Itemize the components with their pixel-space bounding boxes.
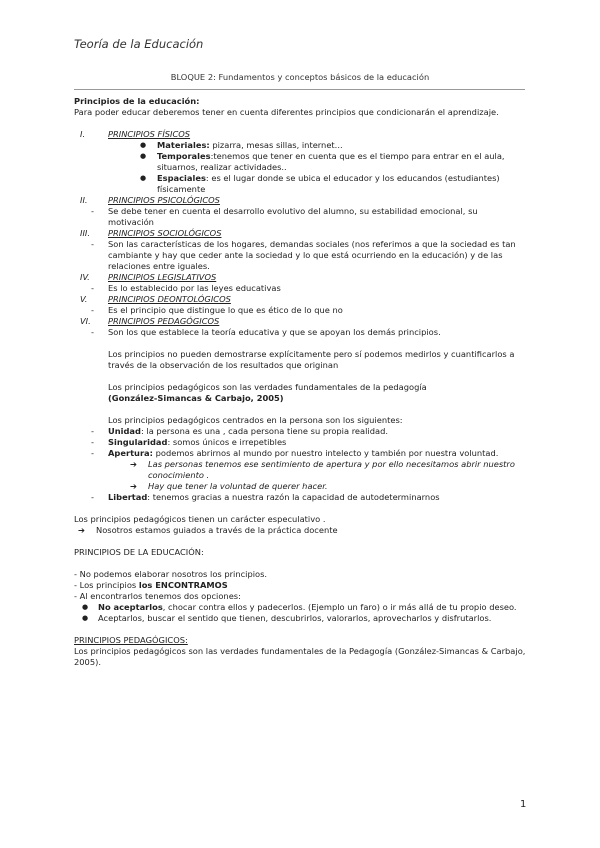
bullet-icon: ●	[82, 614, 89, 622]
citation: (González-Simancas & Carbajo, 2005)	[108, 393, 284, 403]
numeral: II.	[80, 195, 88, 205]
numeral: I.	[80, 129, 86, 139]
paragraph: - Al encontrarlos tenemos dos opciones:	[74, 591, 241, 601]
principle-title: PRINCIPIOS FÍSICOS	[108, 129, 191, 139]
paragraph: Los principios pedagógicos son las verdades fundamentales de la Pedagogía (González-Simancas & Carbajo, 2005).	[74, 646, 526, 667]
principle-title: PRINCIPIOS LEGISLATIVOS	[108, 272, 217, 282]
principle-title: PRINCIPIOS DEONTOLÓGICOS	[108, 294, 231, 304]
list-item: ➔ Las personas tenemos ese sentimiento de apertura y por ello necesitamos abrir nuestro conocimiento .	[130, 459, 515, 480]
list-item: - Libertad: tenemos gracias a nuestra razón la capacidad de autodeterminarnos	[91, 492, 440, 502]
paragraph: Los principios no pueden demostrarse explícitamente pero sí podemos medirlos y cuantificarlos a través de la observación de los resultados que originan	[108, 349, 515, 370]
list-item: ● Materiales: pizarra, mesas sillas, internet...	[140, 140, 343, 150]
principle-title: PRINCIPIOS PEDAGÓGICOS	[108, 316, 220, 326]
principle-legislativos	[74, 272, 526, 283]
block-title: BLOQUE 2: Fundamentos y conceptos básicos de la educación	[170, 72, 430, 82]
list-item: ● Temporales:tenemos que tener en cuenta que es el tiempo para entrar en el aula, situarnos, realizar actividades..	[140, 151, 505, 172]
list-item: - Singularidad: somos únicos e irrepetibles	[91, 437, 287, 447]
paragraph: - Los principios los ENCONTRAMOS	[74, 580, 228, 590]
list-item: - Son las características de los hogares, demandas sociales (nos referimos a que la sociedad es tan cambiante y hay que ceder ante la sociedad y lo que está ocurriendo en la educación) y de las relaciones entre iguales.	[91, 239, 516, 271]
list-item: - Unidad: la persona es una , cada persona tiene su propia realidad.	[91, 426, 388, 436]
bullet-icon: ●	[140, 152, 147, 160]
section-heading: PRINCIPIOS DE LA EDUCACIÓN:	[74, 547, 204, 557]
principle-deontologicos	[74, 294, 526, 305]
list-item: - Es el principio que distingue lo que es ético de lo que no	[91, 305, 343, 315]
paragraph: Los principios pedagógicos son las verdades fundamentales de la pedagogía	[108, 382, 427, 392]
list-item: ➔ Nosotros estamos guiados a través de la práctica docente	[78, 525, 338, 535]
arrow-icon: ➔	[78, 525, 85, 535]
document-header: Teoría de la Educación	[74, 37, 204, 51]
list-item: ● No aceptarlos, chocar contra ellos y padecerlos. (Ejemplo un faro) o ir más allá de tu propio deseo.	[82, 602, 517, 612]
numeral: VI.	[80, 316, 91, 326]
principle-title: PRINCIPIOS SOCIOLÓGICOS	[108, 228, 222, 238]
list-item: - Es lo establecido por las leyes educativas	[91, 283, 281, 293]
list-item: - Apertura: podemos abrirnos al mundo por nuestro intelecto y también por nuestra voluntad.	[91, 448, 499, 458]
list-item: - Se debe tener en cuenta el desarrollo evolutivo del alumno, su estabilidad emocional, su motivación	[91, 206, 478, 227]
title-divider	[74, 89, 525, 90]
principle-psicologicos	[74, 195, 526, 206]
speculative-text: Los principios pedagógicos tienen un carácter especulativo .	[74, 514, 326, 524]
list-item: ● Espaciales: es el lugar donde se ubica el educador y los educandos (estudiantes) físicamente	[140, 173, 500, 194]
principle-sociologicos	[74, 228, 526, 239]
numeral: III.	[80, 228, 90, 238]
principle-pedagogicos	[74, 316, 526, 327]
section-heading: PRINCIPIOS PEDAGÓGICOS:	[74, 635, 188, 645]
arrow-icon: ➔	[130, 481, 137, 491]
principle-title: PRINCIPIOS PSICOLÓGICOS	[108, 195, 220, 205]
list-item: ➔ Hay que tener la voluntad de querer hacer.	[130, 481, 328, 491]
numeral: V.	[80, 294, 88, 304]
intro-text: Para poder educar deberemos tener en cuenta diferentes principios que condicionarán el aprendizaje.	[74, 107, 499, 117]
list-item: ● Aceptarlos, buscar el sentido que tienen, descubrirlos, valorarlos, aprovecharlos y disfrutarlos.	[82, 613, 492, 623]
paragraph: Los principios pedagógicos centrados en la persona son los siguientes:	[108, 415, 403, 425]
paragraph: - No podemos elaborar nosotros los principios.	[74, 569, 268, 579]
intro-heading: Principios de la educación:	[74, 96, 200, 106]
page-number: 1	[520, 799, 527, 810]
list-item: - Son los que establece la teoría educativa y que se apoyan los demás principios.	[91, 327, 441, 337]
bullet-icon: ●	[140, 141, 147, 149]
bullet-icon: ●	[82, 603, 89, 611]
document-body	[74, 96, 526, 668]
principle-fisicos	[74, 129, 526, 140]
numeral: IV.	[80, 272, 90, 282]
arrow-icon: ➔	[130, 459, 137, 469]
bullet-icon: ●	[140, 174, 147, 182]
